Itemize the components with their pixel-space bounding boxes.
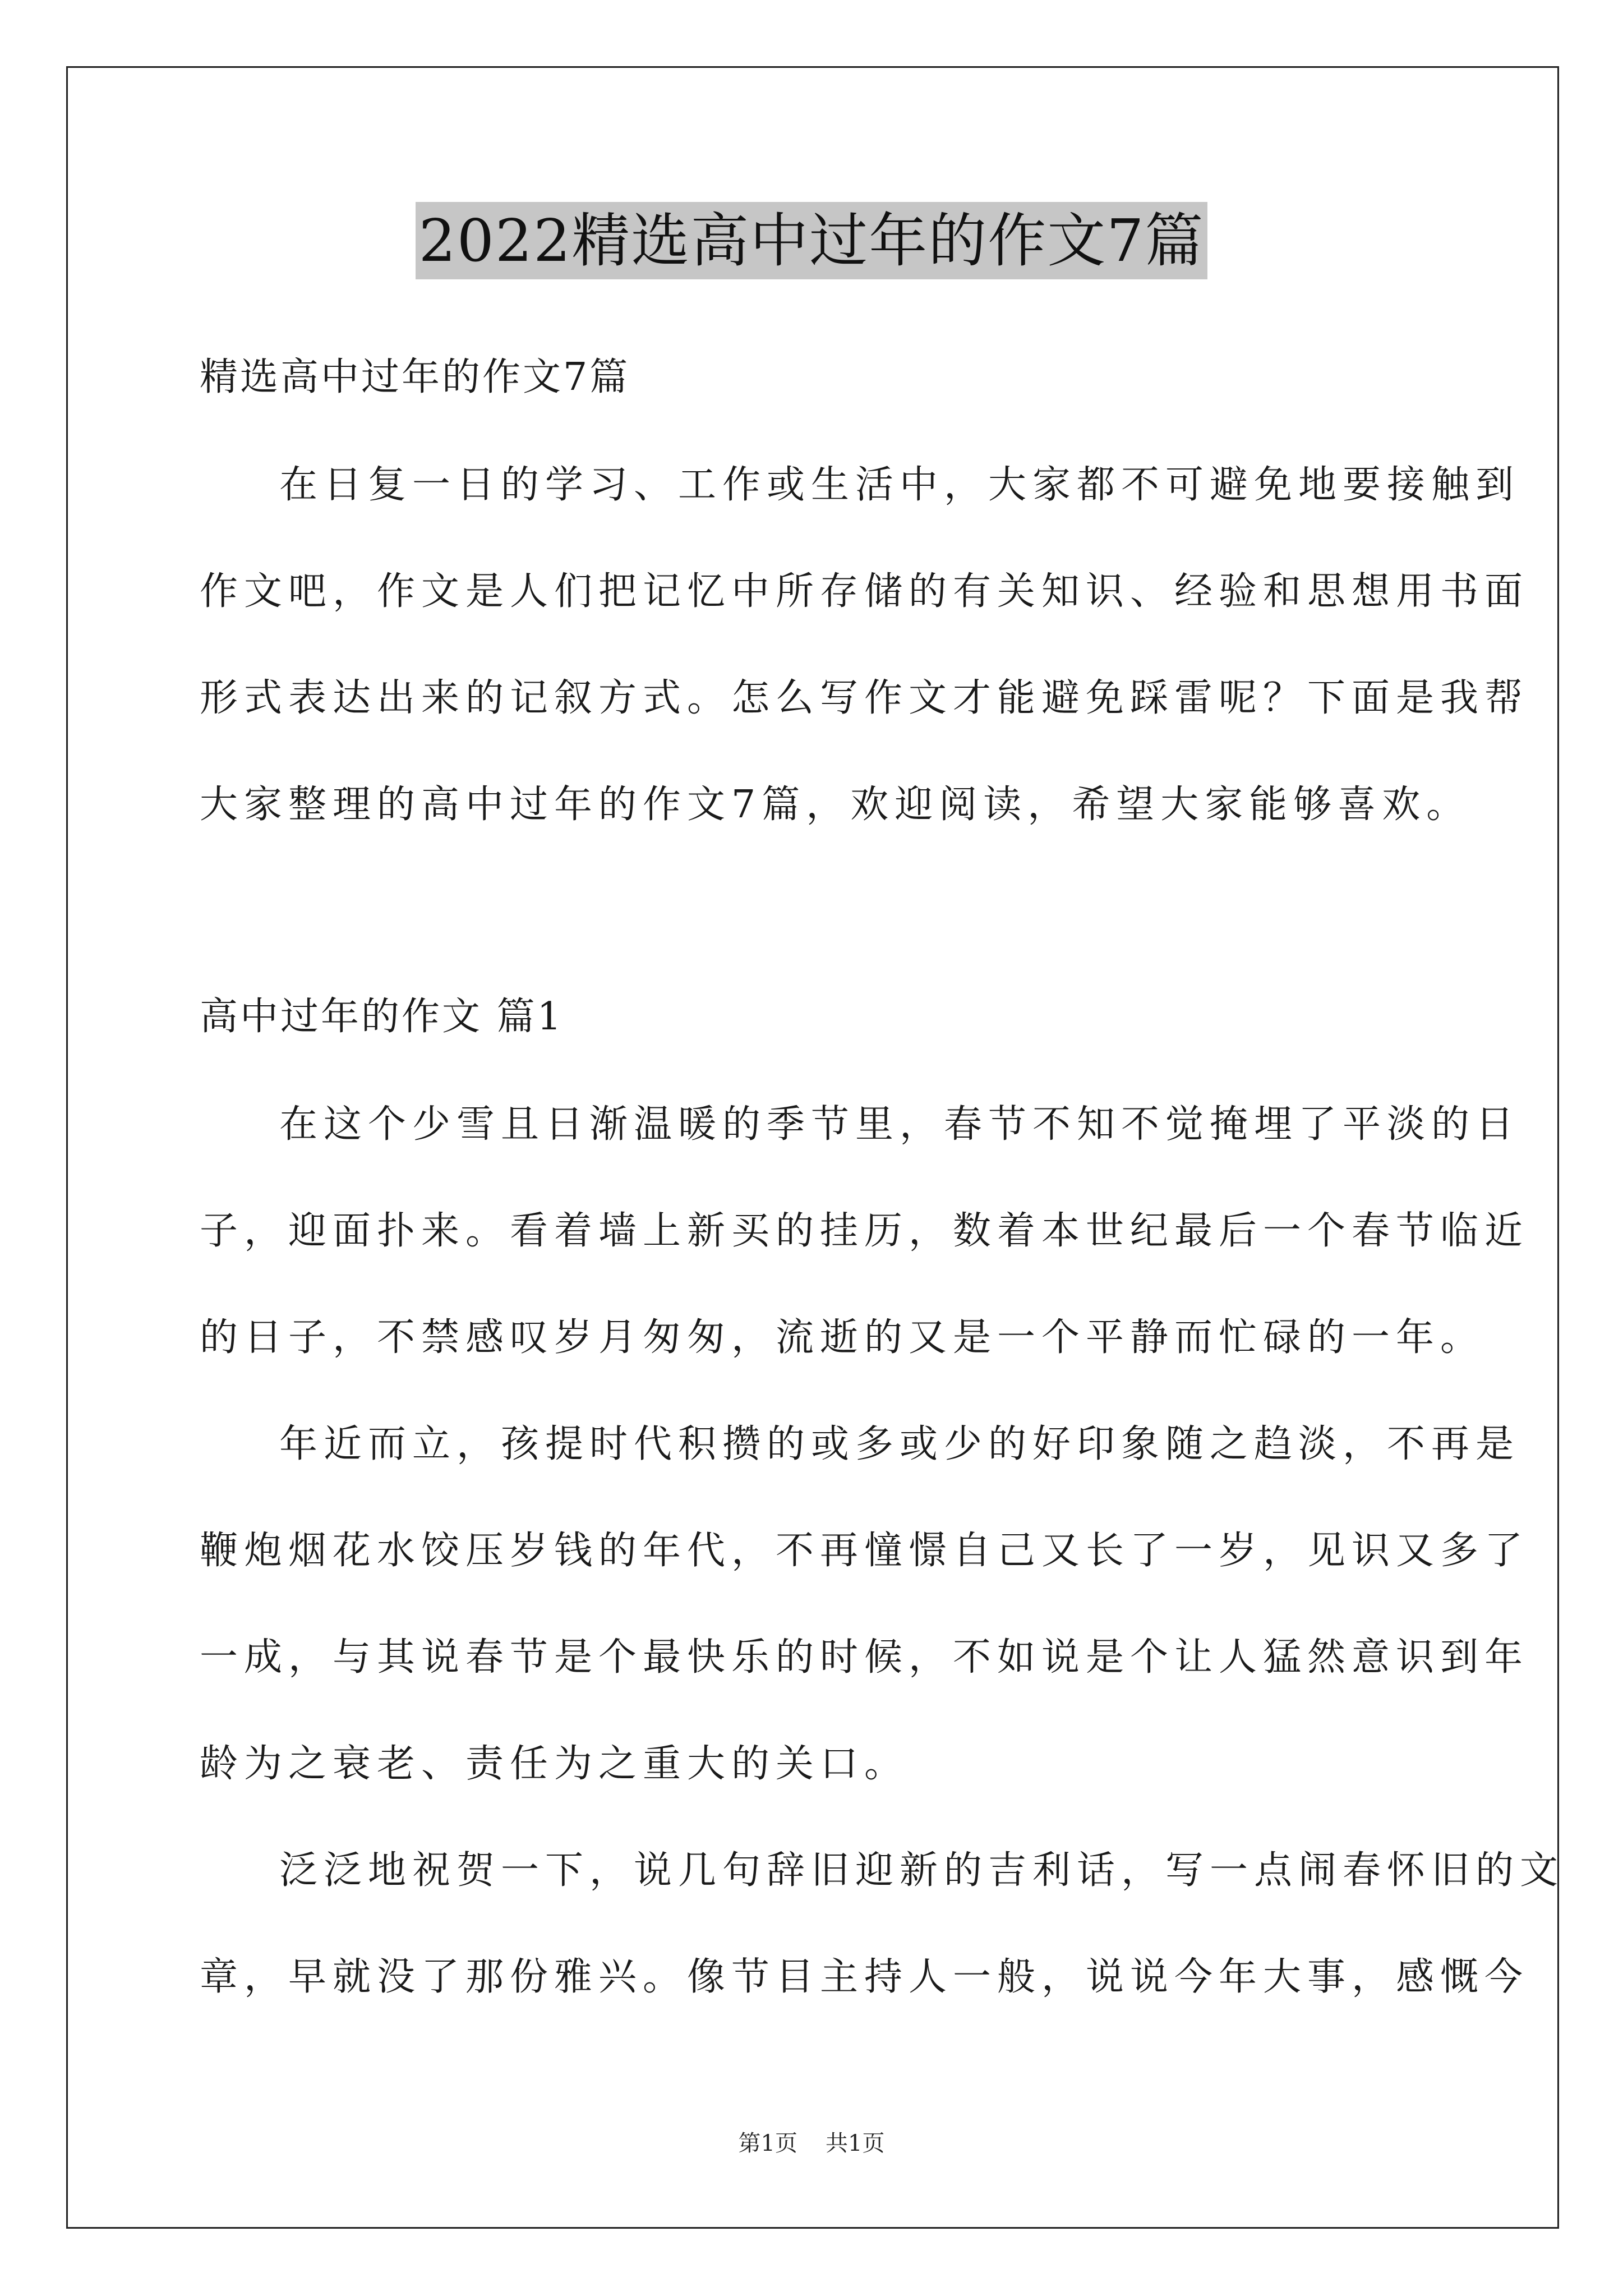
paragraph-line: 鞭炮烟花水饺压岁钱的年代，不再憧憬自己又长了一岁，见识又多了 <box>200 1529 1529 1573</box>
paragraph-line: 一成，与其说春节是个最快乐的时候，不如说是个让人猛然意识到年 <box>200 1635 1529 1680</box>
document-title: 2022精选高中过年的作文7篇 <box>416 202 1208 279</box>
intro-line: 在日复一日的学习、工作或生活中，大家都不可避免地要接触到 <box>279 463 1520 507</box>
paragraph-line: 子，迎面扑来。看着墙上新买的挂历，数着本世纪最后一个春节临近 <box>200 1209 1529 1253</box>
section-heading: 高中过年的作文 篇1 <box>200 995 564 1039</box>
document-subtitle: 精选高中过年的作文7篇 <box>200 355 630 399</box>
paragraph-line: 泛泛地祝贺一下，说几句辞旧迎新的吉利话，写一点闹春怀旧的文 <box>279 1848 1565 1893</box>
paragraph-line: 章，早就没了那份雅兴。像节目主持人一般，说说今年大事，感慨今 <box>200 1955 1529 1999</box>
paragraph-line: 的日子，不禁感叹岁月匆匆，流逝的又是一个平静而忙碌的一年。 <box>200 1315 1485 1360</box>
intro-line: 作文吧，作文是人们把记忆中所存储的有关知识、经验和思想用书面 <box>200 569 1529 614</box>
title-block <box>0 202 1623 279</box>
page-total: 共1页 <box>826 2131 885 2156</box>
paragraph-line: 年近而立，孩提时代积攒的或多或少的好印象随之趋淡，不再是 <box>279 1422 1520 1466</box>
paragraph-line: 龄为之衰老、责任为之重大的关口。 <box>200 1742 909 1786</box>
paragraph-line: 在这个少雪且日渐温暖的季节里，春节不知不觉掩埋了平淡的日 <box>279 1102 1520 1147</box>
page-number: 第1页 <box>738 2131 797 2156</box>
intro-line: 大家整理的高中过年的作文7篇，欢迎阅读，希望大家能够喜欢。 <box>200 783 1471 827</box>
intro-line: 形式表达出来的记叙方式。怎么写作文才能避免踩雷呢？下面是我帮 <box>200 676 1529 720</box>
page-footer <box>0 2129 1623 2157</box>
